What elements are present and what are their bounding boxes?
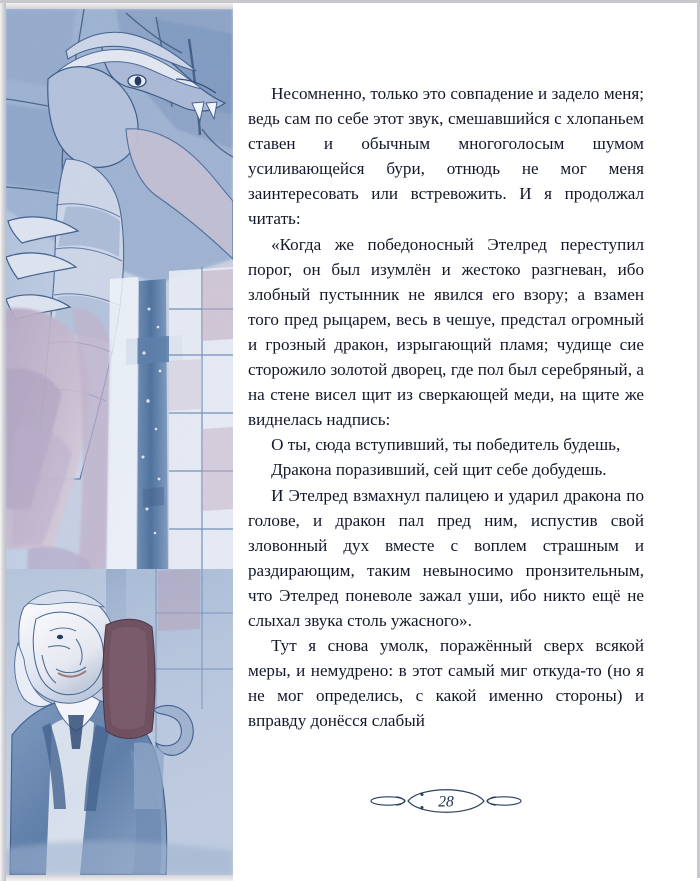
body-text-column (248, 81, 644, 733)
page-number: 28 (438, 793, 454, 811)
paragraph: «Когда же победоносный Этелред переступил порог, он был изумлён и жестоко разгневан, ибо злобный пустынник не явился его взору; а взамен того пред рыцарем, весь в чешуе, предстал огромный и грозный дракон, изрыгающий пламя; чудище сие сторожило золотой дворец, где пол был серебряный, а на стене висел щит из сверкающей меди, на щите же виднелась надпись: (248, 234, 644, 430)
illustration-image (6, 9, 233, 875)
paragraph: Дракона поразивший, сей щит себе добудешь. (271, 460, 607, 480)
paragraph: Тут я снова умолк, поражённый сверх всякой меры, и немудрено: в этот самый миг откуда-то (но я не мог определись, с какой именно стороны) и вправду донёсся слабый (248, 636, 644, 731)
watercolor-illustration (0, 3, 233, 881)
paragraph: Несомненно, только это совпадение и задело меня; ведь сам по себе этот звук, смешавшийся с хлопаньем ставен и обычным многоголосым шумом усиливающейся бури, отнюдь не мог меня заинтересовать или встревожить. И я продолжал читать: (248, 84, 644, 229)
page-gutter-edge (0, 3, 6, 881)
illustration-top-edge (0, 3, 233, 9)
text-page (233, 3, 697, 881)
folio-ornament-icon (356, 781, 536, 821)
illustration-bottom-edge (0, 875, 233, 881)
page-folio (248, 781, 644, 825)
paragraph: И Этелред взмахнул палицею и ударил дракона по голове, и дракон пал пред ним, испустив свой зловонный дух вместе с воплем страшным и раздирающим, таким невыносимо пронзительным, что Этелред поневоле зажал уши, ибо никто ещё не слыхал звука столь ужасного». (248, 485, 644, 630)
dragon-and-man-watercolor (6, 9, 233, 875)
paragraph: О ты, сюда вступивший, ты победитель будешь, (271, 435, 621, 455)
